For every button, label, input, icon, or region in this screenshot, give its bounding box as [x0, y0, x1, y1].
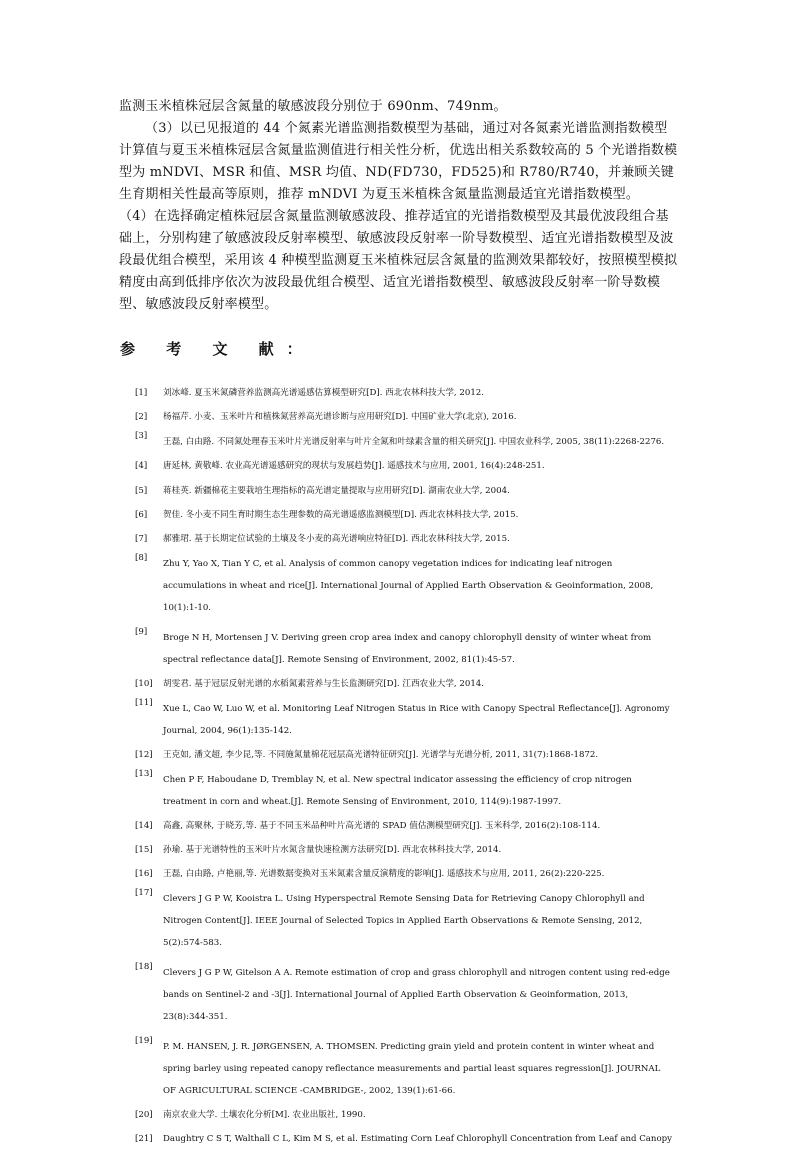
reference-text: 郝雅珺. 基于长期定位试验的土壤及冬小麦的高光谱响应特征[D]. 西北农林科技大学, 2015. [163, 534, 510, 545]
reference-number: [6] [135, 509, 148, 520]
reference-text: 蒋桂英. 新疆棉花主要栽培生理指标的高光谱定量提取与应用研究[D]. 湖南农业大学, 2004. [163, 485, 510, 496]
paragraph: （4）在选择确定植株冠层含氮量监测敏感波段、推荐适宜的光谱指数模型及其最优波段组合基础上，分别构建了敏感波段反射率模型、敏感波段反射率一阶导数模型、适宜光谱指数模型及波段最优组合模型，采用该 4 种模型监测夏玉米植株冠层含氮量的监测效果都较好，按照模型模拟精度由高到低排序依次为波段最优组合模型、适宜光谱指数模型、敏感波段反射率一阶导数模型、敏感波段反射率模型。 [119, 209, 678, 312]
reference-item [135, 412, 675, 423]
reference-text: 高鑫, 高聚林, 于晓芳,等. 基于不同玉米品种叶片高光谱的 SPAD 值估测模型研究[J]. 玉米科学, 2016(2):108-114. [163, 820, 601, 831]
reference-number: [8] [135, 553, 148, 564]
reference-text: P. M. HANSEN, J. R. JØRGENSEN, A. THOMSEN. Predicting grain yield and protein content in winter wheat and spring barley using repeated canopy reflectance measurements and partial least squares regression[J]. JOURNAL OF AGRICULTURAL SCIENCE -CAMBRIDGE-, 2002, 139(1):61-66. [163, 1042, 661, 1097]
reference-number: [2] [135, 412, 148, 423]
reference-text: Clevers J G P W, Gitelson A A. Remote estimation of crop and grass chlorophyll and nitrogen content using red-edge bands on Sentinel-2 and -3[J]. International Journal of Applied Earth Observation & Geoinformation, 2013, 23(8):344-351. [163, 968, 670, 1023]
reference-item [135, 534, 675, 545]
reference-text: 唐延林, 黄敬峰. 农业高光谱遥感研究的现状与发展趋势[J]. 遥感技术与应用, 2001, 16(4):248-251. [163, 461, 545, 472]
reference-text: Zhu Y, Yao X, Tian Y C, et al. Analysis of common canopy vegetation indices for indicating leaf nitrogen accumulations in wheat and rice[J]. International Journal of Applied Earth Observation & Geoinformation, 2008, 10(1):1-10. [163, 559, 654, 614]
reference-item [135, 1110, 675, 1121]
reference-item [135, 1036, 675, 1102]
reference-number: [14] [135, 820, 153, 831]
reference-number: [16] [135, 869, 153, 880]
reference-item [135, 962, 675, 1028]
reference-item [135, 461, 675, 472]
reference-item [135, 821, 675, 832]
reference-text: Xue L, Cao W, Luo W, et al. Monitoring Leaf Nitrogen Status in Rice with Canopy Spectral Reflectance[J]. Agronomy Journal, 2004, 96(1):135-142. [163, 703, 670, 736]
reference-text: 刘冰峰. 夏玉米氮磷营养监测高光谱遥感估算模型研究[D]. 西北农林科技大学, 2012. [163, 388, 484, 398]
reference-item [135, 679, 675, 690]
reference-item [135, 769, 675, 813]
reference-text: Daughtry C S T, Walthall C L, Kim M S, et al. Estimating Corn Leaf Chlorophyll Concentration from Leaf and Canopy [163, 1134, 672, 1145]
reference-number: [15] [135, 844, 153, 855]
reference-item [135, 431, 675, 453]
reference-number: [20] [135, 1109, 153, 1120]
paragraph: 监测玉米植株冠层含氮量的敏感波段分别位于 690nm、749nm。 [119, 99, 507, 114]
reference-text: 杨福芹. 小麦、玉米叶片和植株氮营养高光谱诊断与应用研究[D]. 中国矿业大学(北京), 2016. [163, 412, 517, 423]
reference-text: Chen P F, Haboudane D, Tremblay N, et al. New spectral indicator assessing the efficiency of crop nitrogen treatment in corn and wheat.[J]. Remote Sensing of Environment, 2010, 114(9):1987-1997. [163, 774, 632, 807]
reference-text: 王克如, 潘文超, 李少昆,等. 不同施氮量棉花冠层高光谱特征研究[J]. 光谱学与光谱分析, 2011, 31(7):1868-1872. [163, 749, 599, 760]
reference-number: [11] [135, 697, 153, 708]
reference-text: 王磊, 白由路. 不同氮处理春玉米叶片光谱反射率与叶片全氮和叶绿素含量的相关研究[J]. 中国农业科学, 2005, 38(11):2268-2276. [163, 437, 665, 448]
reference-number: [21] [135, 1134, 153, 1145]
reference-item [135, 388, 675, 399]
reference-item [135, 750, 675, 761]
reference-text: 贺佳. 冬小麦不同生育时期生态生理参数的高光谱遥感监测模型[D]. 西北农林科技大学, 2015. [163, 509, 519, 520]
reference-text: Clevers J G P W, Kooistra L. Using Hyperspectral Remote Sensing Data for Retrieving Canopy Chlorophyll and Nitrogen Content[J]. IEEE Journal of Selected Topics in Applied Earth Observations & Remote Sensing, 2012, 5(2):574-583. [163, 894, 645, 949]
reference-number: [5] [135, 485, 148, 496]
reference-number: [1] [135, 388, 148, 398]
reference-number: [9] [135, 627, 148, 638]
reference-text: 胡雯君. 基于冠层反射光谱的水稻氮素营养与生长监测研究[D]. 江西农业大学, 2014. [163, 679, 484, 690]
reference-item [135, 486, 675, 497]
reference-number: [17] [135, 888, 153, 899]
reference-item [135, 888, 675, 954]
paragraph: （3）以已见报道的 44 个氮素光谱监测指数模型为基础，通过对各氮素光谱监测指数模型计算值与夏玉米植株冠层含氮量监测值进行相关性分析，优选出相关系数较高的 5 个光谱指数模型为 mNDVI、MSR 和值、MSR 均值、ND(FD730，FD525)和 R780/R740，并兼顾关键生育期相关性最高等原则，推荐 mNDVI 为夏玉米植株含氮量监测最适宜光谱指数模型。 [119, 121, 678, 202]
references-heading: 参 考 文 献： [120, 340, 315, 358]
reference-text: 王磊, 白由路, 卢艳丽,等. 光谱数据变换对玉米氮素含量反演精度的影响[J]. 遥感技术与应用, 2011, 26(2):220-225. [163, 869, 605, 880]
reference-number: [10] [135, 679, 153, 690]
reference-text: 孙瑜. 基于光谱特性的玉米叶片水氮含量快速检测方法研究[D]. 西北农林科技大学, 2014. [163, 844, 502, 855]
reference-number: [7] [135, 534, 148, 545]
reference-item [135, 1134, 675, 1145]
reference-item [135, 845, 675, 856]
reference-number: [13] [135, 768, 153, 779]
reference-number: [18] [135, 962, 153, 973]
reference-item [135, 698, 675, 742]
reference-item [135, 510, 675, 521]
reference-list [135, 388, 675, 1159]
reference-item [135, 869, 675, 880]
reference-text: 南京农业大学. 土壤农化分析[M]. 农业出版社, 1990. [163, 1109, 366, 1120]
reference-text: Broge N H, Mortensen J V. Deriving green crop area index and canopy chlorophyll density of winter wheat from spectral reflectance data[J]. Remote Sensing of Environment, 2002, 81(1):45-57. [163, 633, 652, 666]
reference-item [135, 627, 675, 671]
reference-number: [4] [135, 461, 148, 472]
conclusion-text [119, 96, 679, 316]
reference-number: [19] [135, 1036, 153, 1047]
reference-number: [12] [135, 749, 153, 760]
reference-item [135, 553, 675, 619]
reference-number: [3] [135, 431, 148, 442]
